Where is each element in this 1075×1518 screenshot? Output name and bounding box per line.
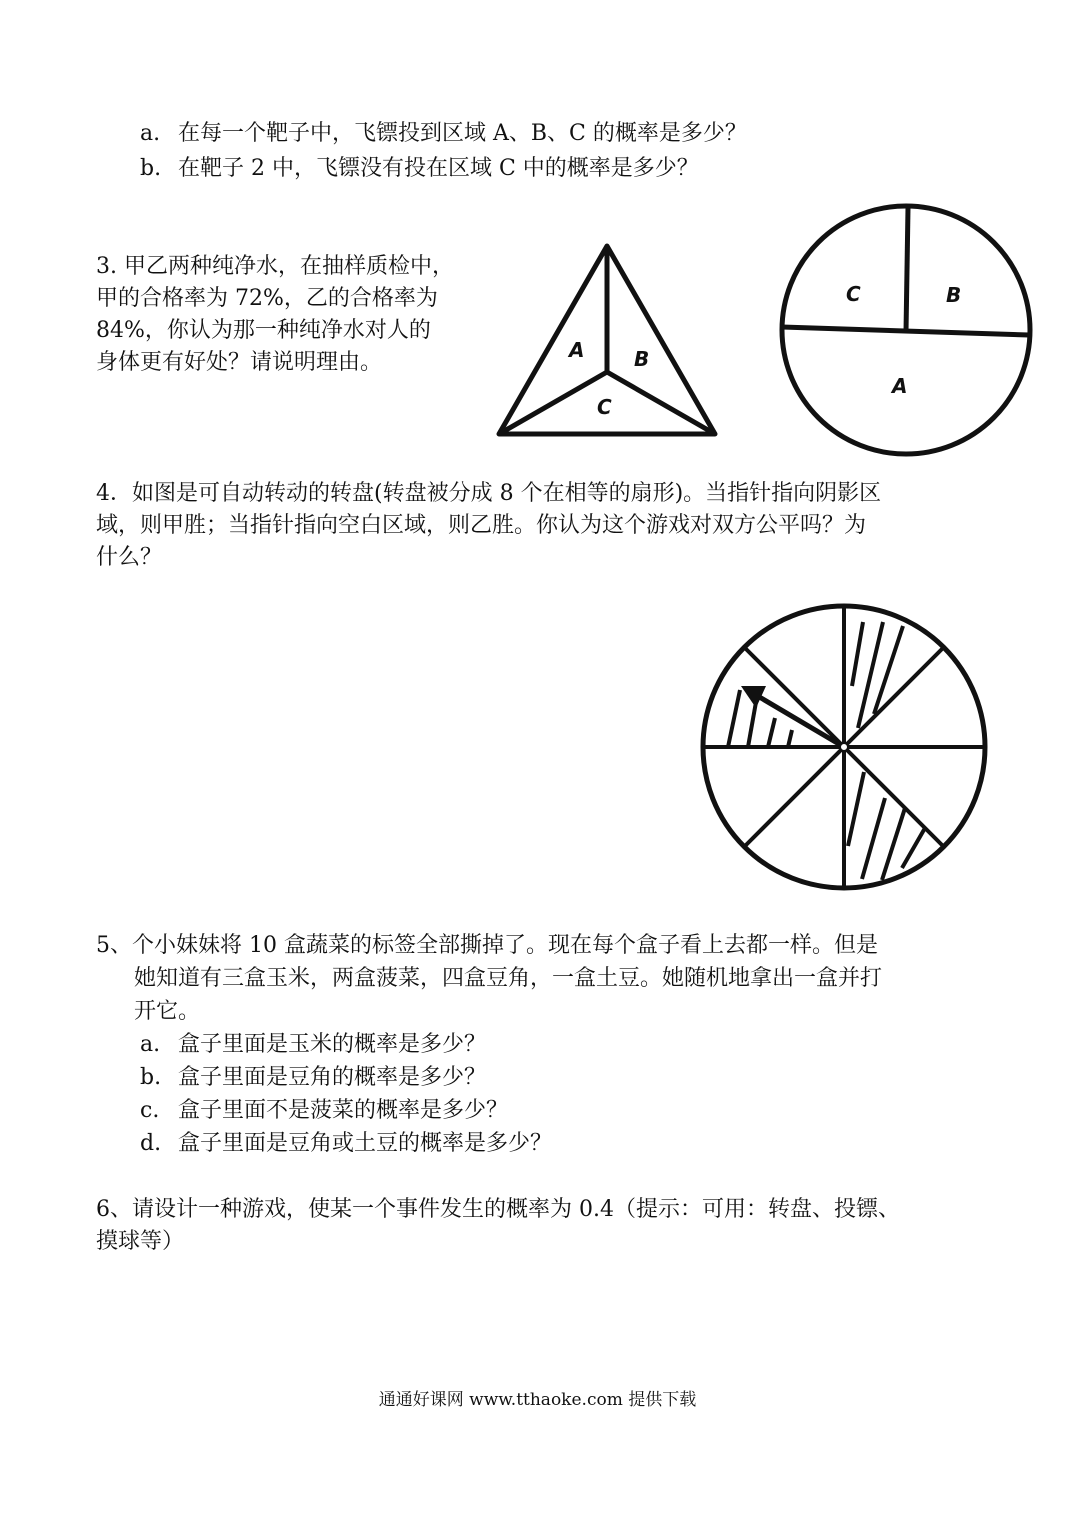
q4-line-3: 什么？ (96, 545, 163, 570)
q5-item-b (140, 1062, 486, 1094)
q2-item-b-text: 在靶子 2 中，飞镖没有投在区域 C 中的概率是多少？ (178, 156, 699, 181)
triangle-target-figure (490, 238, 725, 443)
q6-line-1: 6、请设计一种游戏，使某一个事件发生的概率为 0.4（提示：可用：转盘、投镖、 (96, 1197, 900, 1222)
q2-item-a-text: 在每一个靶子中，飞镖投到区域 A、B、C 的概率是多少？ (178, 121, 747, 146)
q5-item-b-label: b. (140, 1065, 162, 1090)
q5-line-3: 开它。 (134, 999, 201, 1024)
q5-item-c (140, 1095, 508, 1127)
triangle-label-b: B (634, 347, 650, 371)
q2-item-a (140, 118, 747, 150)
spinner-figure (695, 600, 995, 895)
circle-label-b: B (946, 283, 962, 307)
q5-item-d-label: d. (140, 1131, 162, 1156)
q5-item-b-text: 盒子里面是豆角的概率是多少？ (178, 1065, 487, 1090)
q5-line-1: 5、个小妹妹将 10 盒蔬菜的标签全部撕掉了。现在每个盒子看上去都一样。但是 (96, 933, 878, 958)
circle-radius-divider (906, 208, 908, 332)
q3-line-2: 甲的合格率为 72%，乙的合格率为 (96, 286, 438, 311)
circle-label-a: A (892, 374, 908, 398)
circle-target-figure (772, 200, 1037, 460)
q5-line-2: 她知道有三盒玉米，两盒菠菜，四盒豆角，一盒土豆。她随机地拿出一盒并打 (134, 966, 883, 991)
q5-item-a (140, 1029, 486, 1061)
q4-line-2: 域，则甲胜；当指针指向空白区域，则乙胜。你认为这个游戏对双方公平吗？为 (96, 513, 867, 538)
q2-item-b-label: b. (140, 156, 162, 181)
q5-item-d-text: 盒子里面是豆角或土豆的概率是多少？ (178, 1131, 553, 1156)
q5-item-c-label: c. (140, 1098, 160, 1123)
triangle-label-c: C (597, 395, 612, 419)
q3-line-3: 84%，你认为那一种纯净水对人的 (96, 318, 431, 343)
q5-item-a-label: a. (140, 1032, 161, 1057)
q3-line-4: 身体更有好处？请说明理由。 (96, 350, 383, 375)
q6-line-2: 摸球等） (96, 1229, 185, 1254)
q3-line-1: 3. 甲乙两种纯净水，在抽样质检中， (96, 254, 454, 279)
q2-item-b (140, 153, 699, 185)
q2-item-a-label: a. (140, 121, 161, 146)
circle-label-c: C (846, 282, 861, 306)
q5-item-c-text: 盒子里面不是菠菜的概率是多少？ (178, 1098, 509, 1123)
spinner-center-pin (840, 743, 848, 751)
q5-item-d (140, 1128, 552, 1160)
q5-item-a-text: 盒子里面是玉米的概率是多少？ (178, 1032, 487, 1057)
triangle-label-a: A (569, 338, 585, 362)
page-footer: 通通好课网 www.tthaoke.com 提供下载 (378, 1390, 697, 1410)
q4-line-1: 4．如图是可自动转动的转盘(转盘被分成 8 个在相等的扇形)。当指针指向阴影区 (96, 481, 882, 506)
